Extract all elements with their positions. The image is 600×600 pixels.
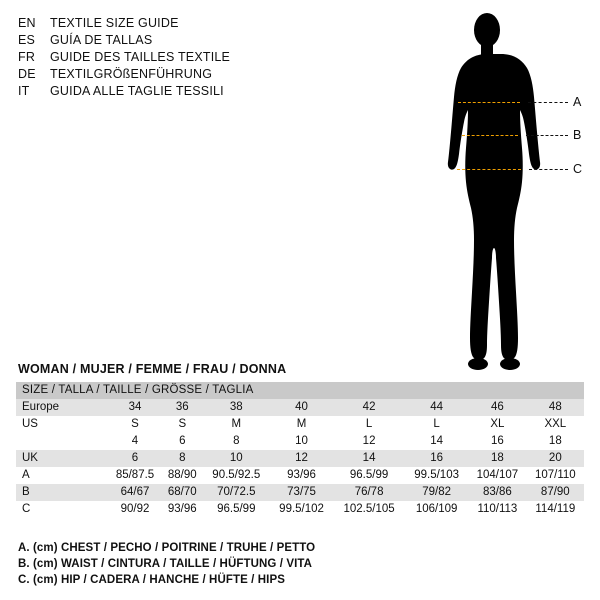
row-cell: 18	[490, 452, 504, 464]
language-row	[18, 84, 318, 101]
row-cell: 36	[175, 401, 189, 413]
row-cell: 12	[295, 452, 308, 464]
row-cell: S	[178, 418, 187, 430]
language-text: GUIDE DES TAILLES TEXTILE	[50, 50, 231, 64]
language-code: EN	[18, 16, 36, 30]
row-cell: 90/92	[120, 503, 150, 515]
row-cell: 6	[179, 435, 186, 447]
language-text: GUÍA DE TALLAS	[50, 33, 153, 47]
row-cell: 64/67	[120, 486, 150, 498]
row-cell: 102.5/105	[343, 503, 395, 515]
row-cell: 90.5/92.5	[212, 469, 261, 481]
chest-measure-label: A	[573, 95, 582, 109]
row-cell: 85/87.5	[115, 469, 155, 481]
language-row	[18, 67, 318, 84]
row-cell: 42	[362, 401, 376, 413]
row-cell: 114/119	[535, 503, 576, 515]
table-row	[16, 416, 584, 433]
row-label: B	[22, 486, 30, 498]
table-header-row	[16, 382, 584, 399]
row-cell: 14	[430, 435, 443, 447]
waist-leader-line	[526, 135, 568, 136]
row-cell: 68/70	[167, 486, 197, 498]
row-cell: 34	[128, 401, 142, 413]
row-cell: 8	[233, 435, 240, 447]
row-cell: 38	[229, 401, 243, 413]
language-text: TEXTILGRÖßENFÜHRUNG	[50, 67, 213, 81]
row-cell: 48	[548, 401, 562, 413]
row-cell: 106/109	[415, 503, 458, 515]
row-cell: S	[131, 418, 139, 430]
language-code: DE	[18, 67, 36, 81]
row-label: UK	[22, 452, 38, 464]
row-cell: XL	[490, 418, 505, 430]
language-code: ES	[18, 33, 36, 47]
row-cell: 16	[490, 435, 504, 447]
language-row	[18, 16, 318, 33]
language-code: IT	[18, 84, 30, 98]
row-cell: 4	[131, 435, 139, 447]
table-row	[16, 501, 584, 518]
row-cell: 93/96	[167, 503, 197, 515]
table-row	[16, 450, 584, 467]
row-cell: 14	[362, 452, 376, 464]
row-cell: 110/113	[477, 503, 518, 515]
row-cell: L	[365, 418, 373, 430]
waist-measure-label: B	[573, 128, 582, 142]
hip-measure-label: C	[573, 162, 583, 176]
chest-leader-line	[528, 102, 568, 103]
row-cell: 88/90	[167, 469, 197, 481]
row-cell: 20	[548, 452, 562, 464]
row-cell: 104/107	[476, 469, 519, 481]
table-row	[16, 467, 584, 484]
row-label: US	[22, 418, 38, 430]
row-cell: 93/96	[287, 469, 316, 481]
row-cell: 10	[229, 452, 243, 464]
table-header-label: SIZE / TALLA / TAILLE / GRÖSSE / TAGLIA	[22, 384, 254, 396]
size-table	[16, 382, 584, 518]
row-cell: 76/78	[354, 486, 384, 498]
row-cell: M	[296, 418, 307, 430]
note-hip: C. (cm) HIP / CADERA / HANCHE / HÜFTE / HIPS	[18, 574, 286, 586]
row-cell: XXL	[544, 418, 567, 430]
table-row	[16, 433, 584, 450]
waist-measure-line	[462, 135, 518, 136]
row-label: Europe	[22, 401, 60, 413]
row-cell: 70/72.5	[217, 486, 256, 498]
row-cell: 99.5/103	[414, 469, 459, 481]
row-cell: 79/82	[422, 486, 451, 498]
row-cell: 83/86	[482, 486, 512, 498]
table-row	[16, 399, 584, 416]
note-chest: A. (cm) CHEST / PECHO / POITRINE / TRUHE / PETTO	[18, 542, 316, 554]
row-cell: 12	[362, 435, 376, 447]
row-cell: 8	[179, 452, 186, 464]
language-code: FR	[18, 50, 36, 64]
measurement-notes	[18, 540, 578, 588]
row-cell: M	[231, 418, 242, 430]
row-cell: 107/110	[534, 469, 576, 481]
language-row	[18, 33, 318, 50]
row-cell: 16	[430, 452, 443, 464]
language-text: GUIDA ALLE TAGLIE TESSILI	[50, 84, 224, 98]
hip-measure-line	[457, 169, 521, 170]
note-waist: B. (cm) WAIST / CINTURA / TAILLE / HÜFTUNG / VITA	[18, 558, 313, 570]
row-cell: 96.5/99	[349, 469, 389, 481]
chest-measure-line	[458, 102, 520, 103]
row-label: A	[22, 469, 30, 481]
row-label	[16, 433, 108, 450]
language-header-list	[18, 16, 318, 101]
row-cell: 10	[295, 435, 308, 447]
row-cell: L	[433, 418, 440, 430]
row-cell: 44	[430, 401, 443, 413]
row-cell: 40	[295, 401, 308, 413]
language-text: TEXTILE SIZE GUIDE	[50, 16, 179, 30]
row-cell: 96.5/99	[217, 503, 256, 515]
row-cell: 99.5/102	[279, 503, 324, 515]
language-row	[18, 50, 318, 67]
row-cell: 18	[548, 435, 562, 447]
hip-leader-line	[529, 169, 568, 170]
row-cell: 46	[490, 401, 504, 413]
female-figure-diagram	[410, 4, 595, 379]
row-cell: 73/75	[287, 486, 316, 498]
table-row	[16, 484, 584, 501]
female-silhouette-icon	[410, 4, 595, 379]
row-label: C	[22, 503, 31, 515]
table-caption: WOMAN / MUJER / FEMME / FRAU / DONNA	[18, 362, 287, 376]
row-cell: 6	[131, 452, 139, 464]
row-cell: 87/90	[540, 486, 570, 498]
